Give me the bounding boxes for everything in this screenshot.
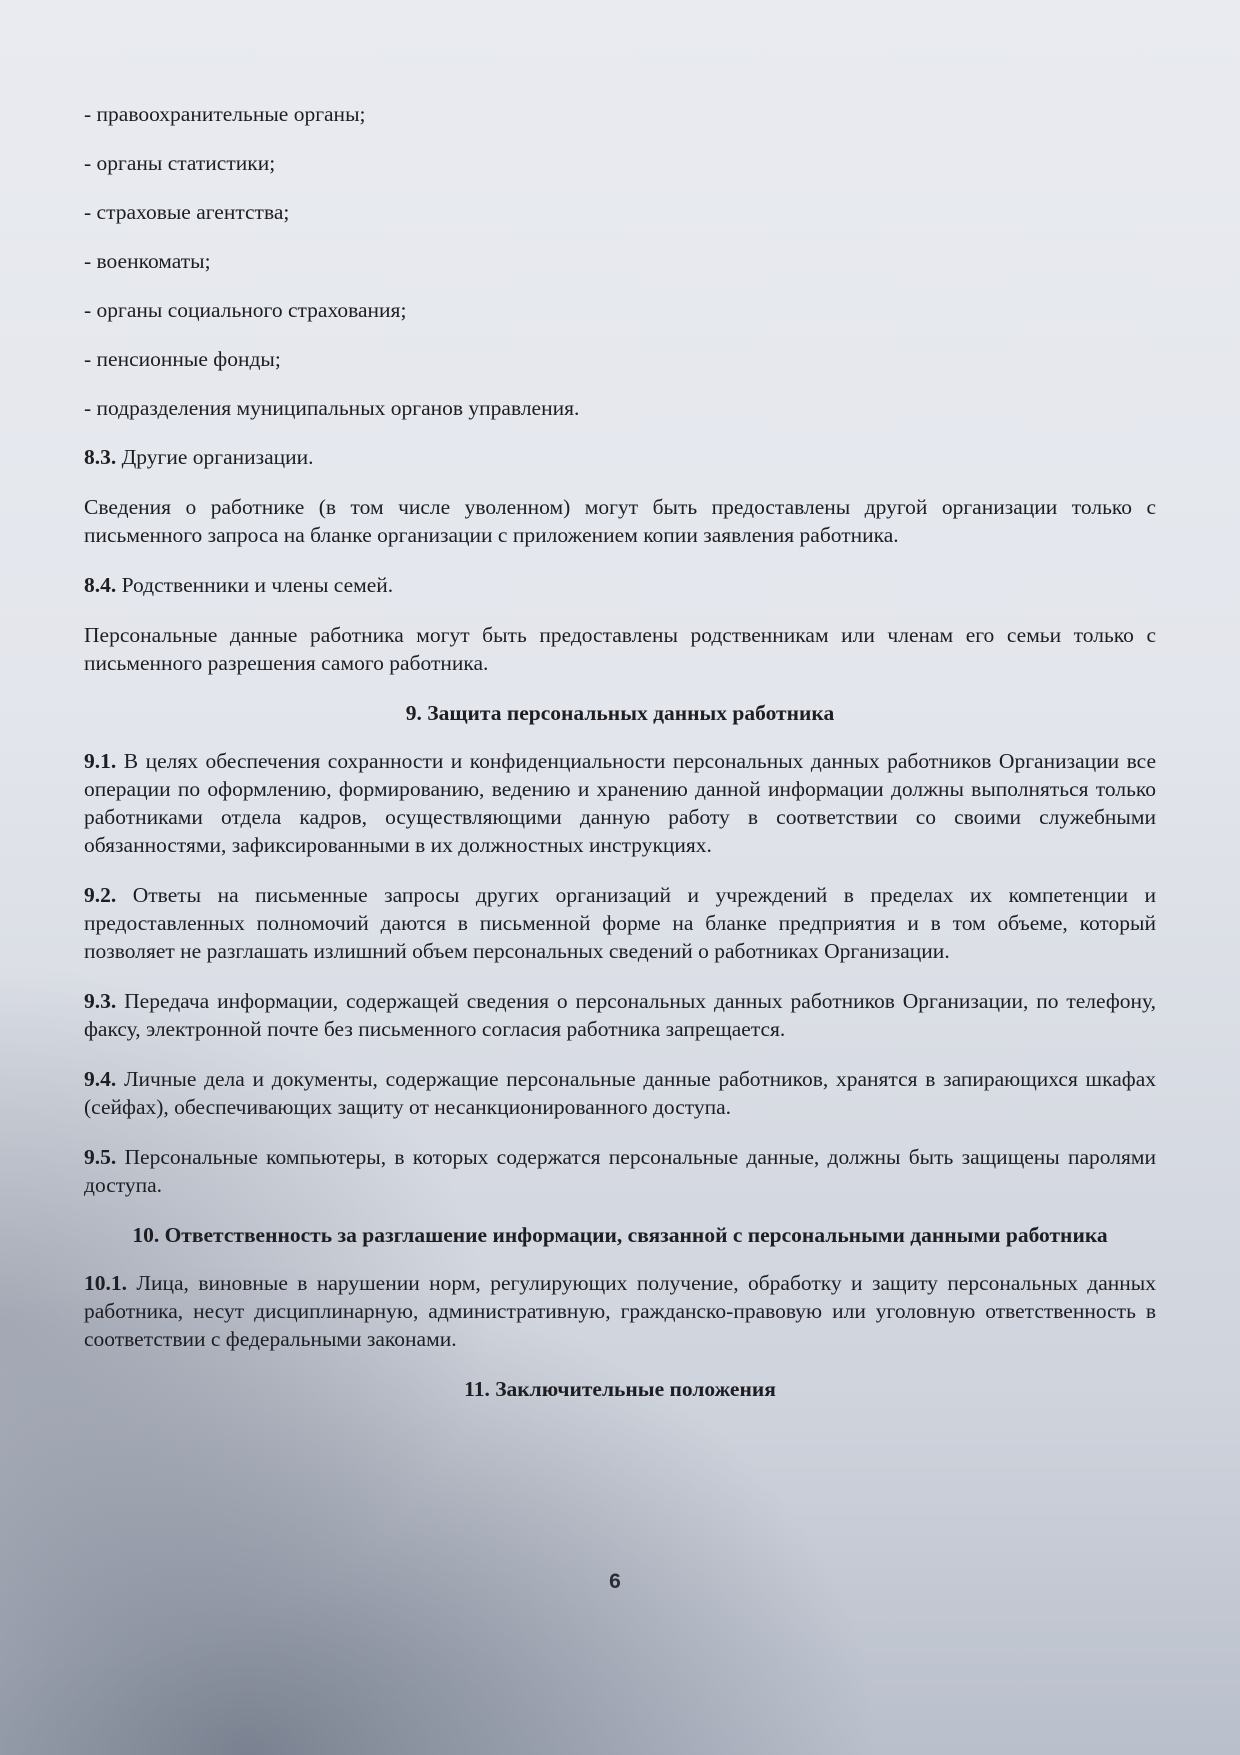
paragraph-number: 9.3. <box>84 989 117 1013</box>
page-number: 6 <box>609 1570 621 1593</box>
paragraph-number: 9.2. <box>84 883 117 907</box>
document-body <box>84 100 1156 1423</box>
paragraph-text: Передача информации, содержащей сведения о персональных данных работников Организации, по телефону, факсу, электронной почте без письменного согласия работника запрещается. <box>84 989 1157 1041</box>
section-8-4-title <box>84 571 1156 599</box>
paragraph-9-2 <box>84 881 1156 965</box>
list-item: - пенсионные фонды; <box>84 347 281 371</box>
paragraph-10-1 <box>84 1269 1156 1353</box>
list-item: - органы социального страхования; <box>84 298 407 322</box>
paragraph-number: 9.1. <box>84 749 117 773</box>
paragraph-9-4 <box>84 1065 1156 1121</box>
list-item: - органы статистики; <box>84 151 276 175</box>
list-item: - правоохранительные органы; <box>84 102 366 126</box>
paragraph-9-3 <box>84 987 1156 1043</box>
heading-10: 10. Ответственность за разглашение информации, связанной с персональными данными работника <box>132 1223 1108 1247</box>
paragraph-text: Лица, виновные в нарушении норм, регулирующих получение, обработку и защиту персональных данных работника, несут дисциплинарную, административную, гражданско-правовую или уголовную ответственность в соответствии с федеральными законами. <box>84 1271 1156 1351</box>
paragraph-text: Ответы на письменные запросы других организаций и учреждений в пределах их компетенции и предоставленных полномочий даются в письменной форме на бланке предприятия и в том объеме, который позволяет не разглашать излишний объем персональных сведений о работниках Организации. <box>84 883 1156 963</box>
heading-9: 9. Защита персональных данных работника <box>405 701 835 725</box>
paragraph-text: Личные дела и документы, содержащие персональные данные работников, хранятся в запирающихся шкафах (сейфах), обеспечивающих защиту от несанкционированного доступа. <box>84 1067 1156 1119</box>
heading-11: 11. Заключительные положения <box>464 1377 776 1401</box>
list-item: - военкоматы; <box>84 249 211 273</box>
paragraph-text: В целях обеспечения сохранности и конфиденциальности персональных данных работников Организации все операции по оформлению, формированию, ведению и хранению данной информации должны выполняться только работниками отдела кадров, осуществляющими данную работу в соответствии со своими служебными обязанностями, зафиксированными в их должностных инструкциях. <box>84 749 1157 857</box>
section-number: 8.4. <box>84 573 117 597</box>
paragraph-8-4: Персональные данные работника могут быть предоставлены родственникам или членам его семьи только с письменного разрешения самого работника. <box>84 623 1156 675</box>
paragraph-8-3: Сведения о работнике (в том числе уволенном) могут быть предоставлены другой организации только с письменного запроса на бланке организации с приложением копии заявления работника. <box>84 495 1156 547</box>
paragraph-number: 9.5. <box>84 1145 117 1169</box>
section-number: 8.3. <box>84 445 117 469</box>
section-title: Родственники и члены семей. <box>121 573 394 597</box>
paragraph-number: 10.1. <box>84 1271 127 1295</box>
paragraph-text: Персональные компьютеры, в которых содержатся персональные данные, должны быть защищены паролями доступа. <box>84 1145 1157 1197</box>
paragraph-9-1 <box>84 747 1156 859</box>
paragraph-number: 9.4. <box>84 1067 117 1091</box>
list-item: - подразделения муниципальных органов управления. <box>84 396 580 420</box>
list-item: - страховые агентства; <box>84 200 290 224</box>
section-title: Другие организации. <box>121 445 314 469</box>
paragraph-9-5 <box>84 1143 1156 1199</box>
section-8-3-title <box>84 443 1156 471</box>
